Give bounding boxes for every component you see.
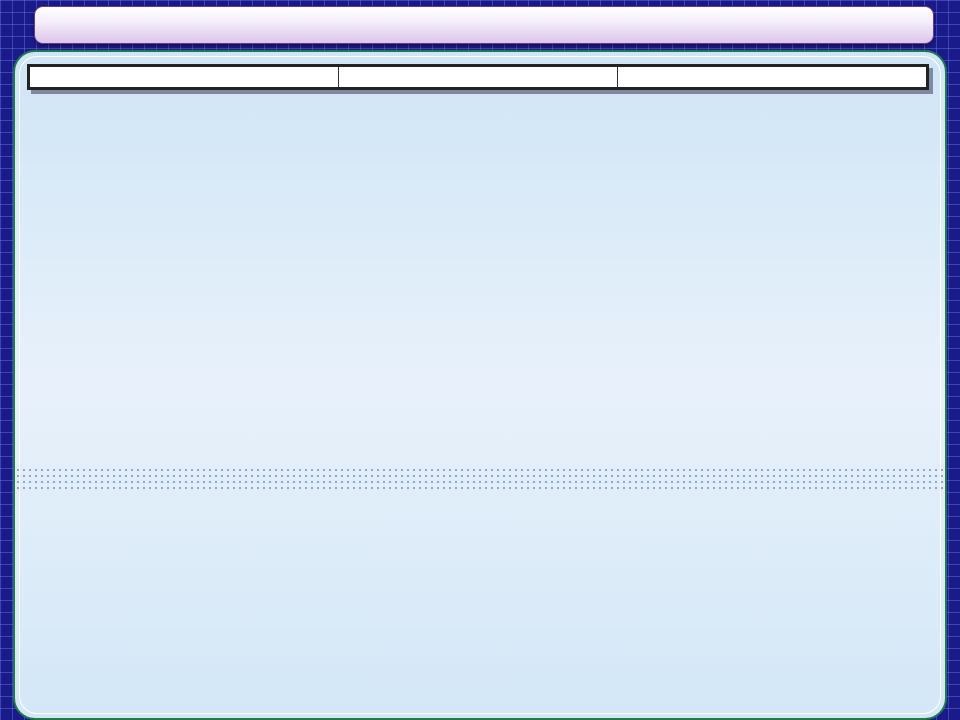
panel-border [19, 56, 941, 714]
title-bar [34, 6, 934, 44]
mutation-table [27, 64, 929, 90]
header-mutation-type [339, 66, 618, 89]
content-panel [13, 50, 947, 720]
header-mutagen [29, 66, 339, 89]
dotted-divider [15, 467, 945, 493]
table-header-row [29, 66, 928, 89]
header-transitions [618, 66, 928, 89]
